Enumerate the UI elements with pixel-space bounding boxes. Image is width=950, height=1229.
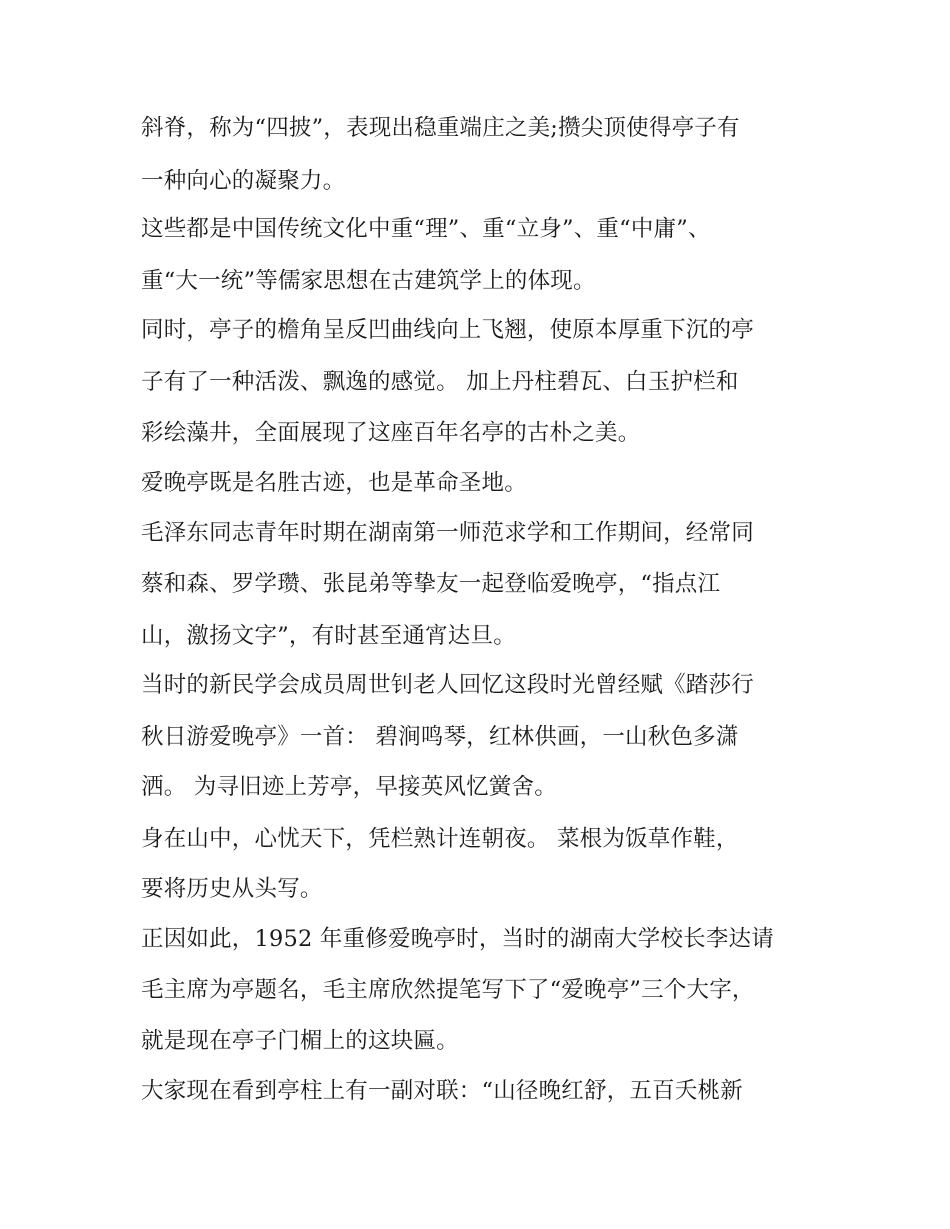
- text-line: 毛主席为亭题名，毛主席欣然提笔写下了“爱晚亭”三个大字，: [141, 977, 755, 1003]
- text-line: 正因如此，1952 年重修爱晚亭时，当时的湖南大学校长李达请: [141, 926, 774, 952]
- text-line: 秋日游爱晚亭》一首： 碧涧鸣琴，红林供画，一山秋色多潇: [141, 724, 739, 750]
- text-line: 洒。 为寻旧迹上芳亭，早接英风忆黉舍。: [141, 774, 557, 800]
- text-line: 大家现在看到亭柱上有一副对联：“山径晚红舒，五百夭桃新: [141, 1078, 743, 1104]
- text-line: 子有了一种活泼、飘逸的感觉。 加上丹柱碧瓦、白玉护栏和: [141, 369, 739, 395]
- text-line: 毛泽东同志青年时期在湖南第一师范求学和工作期间，经常同: [141, 520, 754, 546]
- text-line: 一种向心的凝聚力。: [141, 168, 346, 194]
- text-line: 身在山中，心忧天下，凭栏熟计连朝夜。 菜根为饭草作鞋，: [141, 826, 739, 852]
- text-line: 同时，亭子的檐角呈反凹曲线向上飞翘，使原本厚重下沉的亭: [141, 317, 754, 343]
- text-line: 重“大一统”等儒家思想在古建筑学上的体现。: [141, 268, 596, 294]
- text-line: 当时的新民学会成员周世钊老人回忆这段时光曾经赋《踏莎行: [141, 672, 754, 698]
- text-line: 斜脊，称为“四披”，表现出稳重端庄之美;攒尖顶使得亭子有: [141, 115, 740, 141]
- text-line: 蔡和森、罗学瓒、张昆弟等挚友一起登临爱晚亭，“指点江: [141, 571, 721, 597]
- text-line: 就是现在亭子门楣上的这块匾。: [141, 1028, 459, 1054]
- text-line: 山，激扬文字”，有时甚至通宵达旦。: [141, 623, 516, 649]
- text-line: 这些都是中国传统文化中重“理”、重“立身”、重“中庸”、: [141, 216, 711, 242]
- text-line: 爱晚亭既是名胜古迹，也是革命圣地。: [141, 470, 527, 496]
- text-line: 要将历史从头写。: [141, 876, 323, 902]
- text-line: 彩绘藻井，全面展现了这座百年名亭的古朴之美。: [141, 420, 641, 446]
